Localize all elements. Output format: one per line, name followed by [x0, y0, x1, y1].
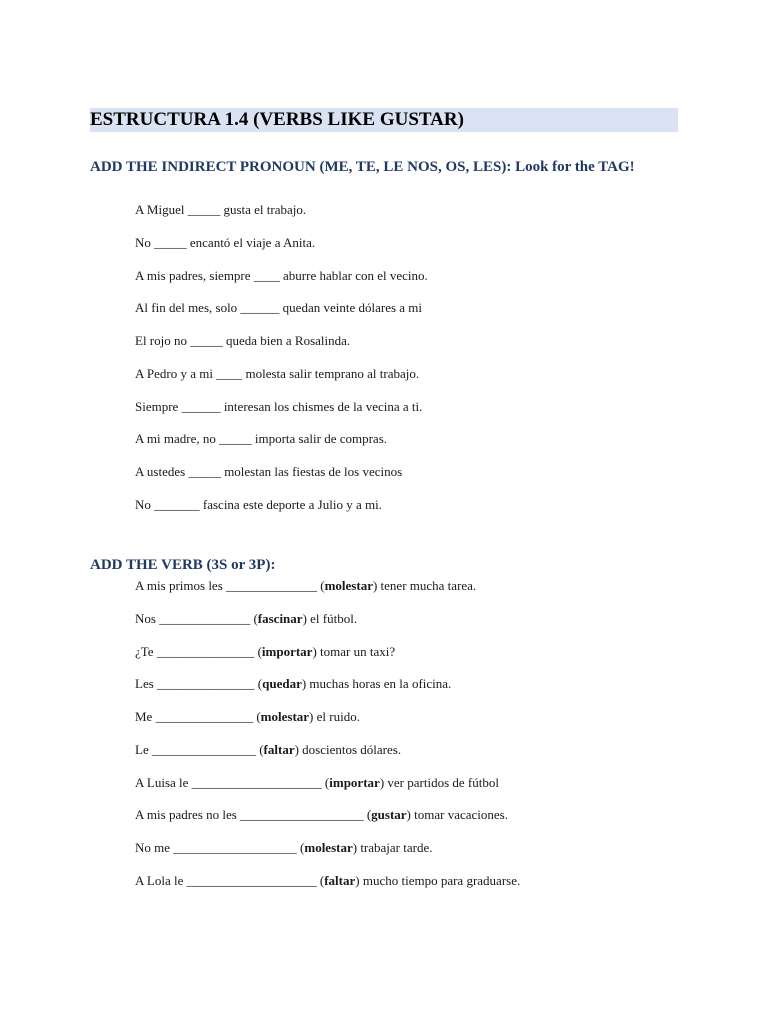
verb-hint: molestar	[324, 578, 373, 593]
item-sentence: A Lola le ____________________ (faltar) mucho tiempo para graduarse.	[135, 872, 521, 888]
item-sentence: Siempre ______ interesan los chismes de la vecina a ti.	[135, 398, 423, 414]
item-sentence: No _______ fascina este deporte a Julio y a mi.	[135, 496, 382, 512]
section-heading-add-verb: ADD THE VERB (3S or 3P):	[90, 557, 276, 573]
verb-hint: faltar	[263, 741, 295, 757]
verb-hint: quedar	[262, 676, 302, 692]
page-title: ESTRUCTURA 1.4 (VERBS LIKE GUSTAR)	[90, 109, 464, 130]
item-sentence: ¿Te _______________ (importar) tomar un taxi?	[135, 643, 396, 659]
item-sentence: A mi madre, no _____ importa salir de compras.	[135, 431, 388, 447]
verb-hint: gustar	[371, 807, 407, 823]
verb-hint: faltar	[324, 872, 356, 888]
item-sentence: Les _______________ (quedar) muchas horas en la oficina.	[135, 676, 452, 692]
item-sentence: A mis primos les ______________ (molestar) tener mucha tarea.	[135, 578, 477, 593]
item-sentence: Al fin del mes, solo ______ quedan veinte dólares a mi	[135, 300, 423, 316]
item-sentence: A mis padres no les ___________________ (gustar) tomar vacaciones.	[135, 807, 508, 823]
item-sentence: A Miguel _____ gusta el trabajo.	[135, 202, 307, 217]
item-sentence: No _____ encantó el viaje a Anita.	[135, 234, 316, 250]
item-sentence: A Pedro y a mi ____ molesta salir temprano al trabajo.	[135, 365, 420, 381]
item-sentence: Me _______________ (molestar) el ruido.	[135, 709, 360, 724]
verb-hint: molestar	[304, 840, 353, 855]
item-sentence: A mis padres, siempre ____ aburre hablar con el vecino.	[135, 267, 428, 283]
verb-hint: fascinar	[257, 610, 303, 626]
item-sentence: Nos ______________ (fascinar) el fútbol.	[135, 610, 358, 626]
item-sentence: El rojo no _____ queda bien a Rosalinda.	[135, 333, 351, 348]
item-sentence: A ustedes _____ molestan las fiestas de los vecinos	[135, 464, 403, 479]
item-sentence: A Luisa le ____________________ (importar) ver partidos de fútbol	[135, 774, 499, 790]
item-sentence: No me ___________________ (molestar) trabajar tarde.	[135, 840, 433, 855]
verb-hint: importar	[329, 774, 380, 790]
item-sentence: Le ________________ (faltar) doscientos dólares.	[135, 741, 402, 757]
section-heading-indirect-pronoun: ADD THE INDIRECT PRONOUN (ME, TE, LE NOS, OS, LES): Look for the TAG!	[90, 159, 635, 175]
verb-hint: molestar	[260, 709, 310, 724]
verb-hint: importar	[261, 643, 313, 659]
